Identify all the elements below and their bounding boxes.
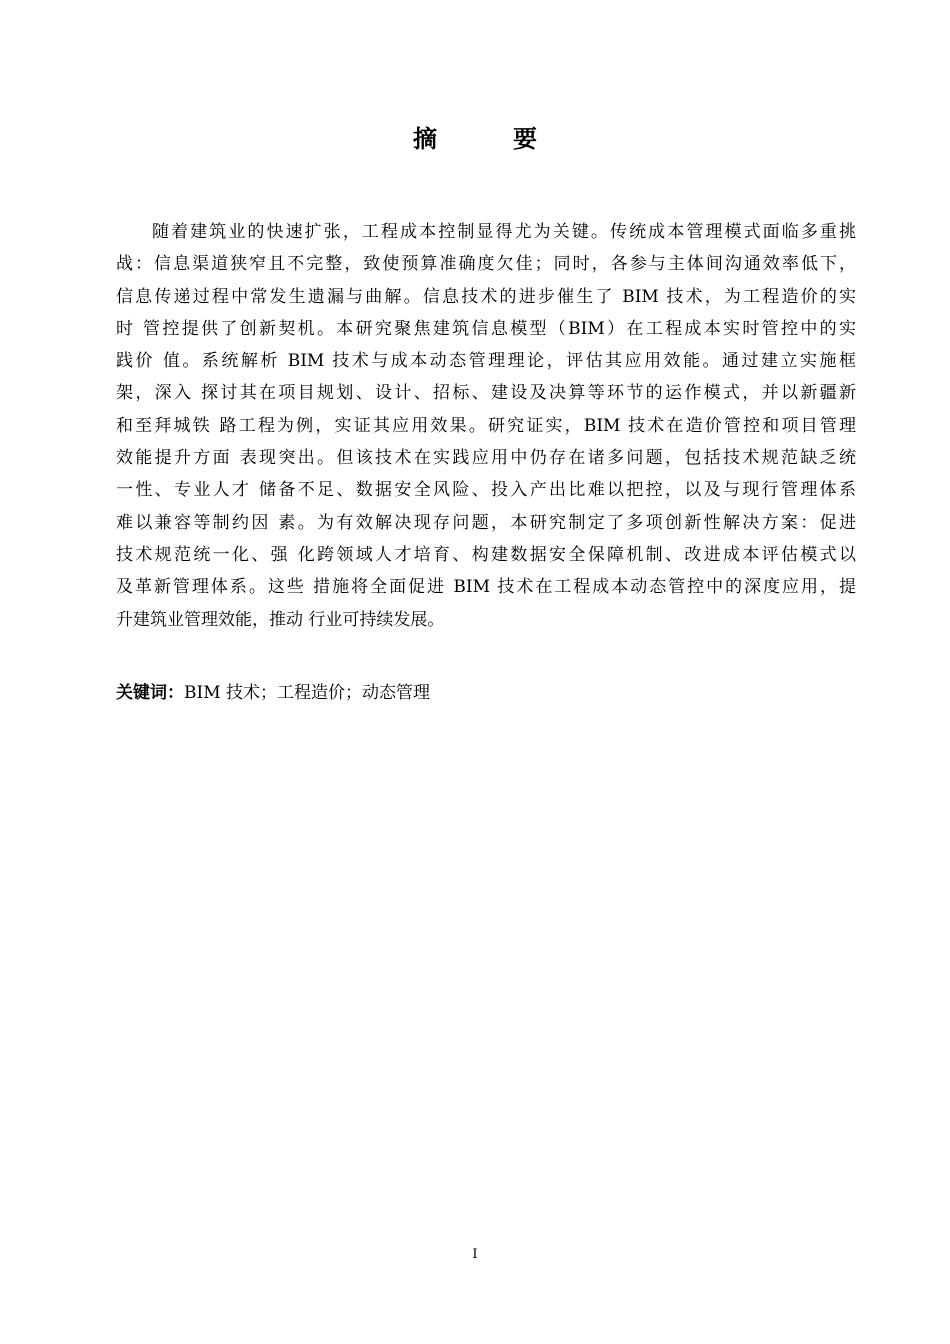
abstract-line: 时 管控提供了创新契机。本研究聚焦建筑信息模型（BIM）在工程成本实时管控中的实 [116,318,856,339]
abstract-line: 一性、专业人才 储备不足、数据安全风险、投入产出比难以把控，以及与现行管理体系 [116,480,856,501]
abstract-line: 战：信息渠道狭窄且不完整，致使预算准确度欠佳；同时，各参与主体间沟通效率低下， [116,254,856,275]
keywords-label: 关键词： [116,683,184,703]
abstract-line: 践价 值。系统解析 BIM 技术与成本动态管理理论，评估其应用效能。通过建立实施框 [116,351,856,372]
abstract-line: 和至拜城铁 路工程为例，实证其应用效果。研究证实，BIM 技术在造价管控和项目管理 [116,415,856,436]
abstract-line: 难以兼容等制约因 素。为有效解决现存问题，本研究制定了多项创新性解决方案：促进 [116,512,856,533]
abstract-line: 及革新管理体系。这些 措施将全面促进 BIM 技术在工程成本动态管控中的深度应用，提 [116,577,856,598]
keywords-value: BIM 技术；工程造价；动态管理 [184,683,431,703]
page-number: I [472,1247,478,1262]
abstract-line: 随着建筑业的快速扩张，工程成本控制显得尤为关键。传统成本管理模式面临多重挑 [152,222,856,242]
abstract-title: 摘 要 [413,124,563,153]
abstract-line: 信息传递过程中常发生遗漏与曲解。信息技术的进步催生了 BIM 技术，为工程造价的实 [116,286,856,307]
abstract-line: 升建筑业管理效能，推动 行业可持续发展。 [116,609,445,630]
abstract-line: 技术规范统一化、强 化跨领域人才培育、构建数据安全保障机制、改进成本评估模式以 [116,544,856,565]
abstract-line: 效能提升方面 表现突出。但该技术在实践应用中仍存在诸多问题，包括技术规范缺乏统 [116,448,856,469]
abstract-line: 架，深入 探讨其在项目规划、设计、招标、建设及决算等环节的运作模式，并以新疆新 [116,383,856,404]
keywords-line [116,678,430,708]
abstract-body [116,216,856,636]
